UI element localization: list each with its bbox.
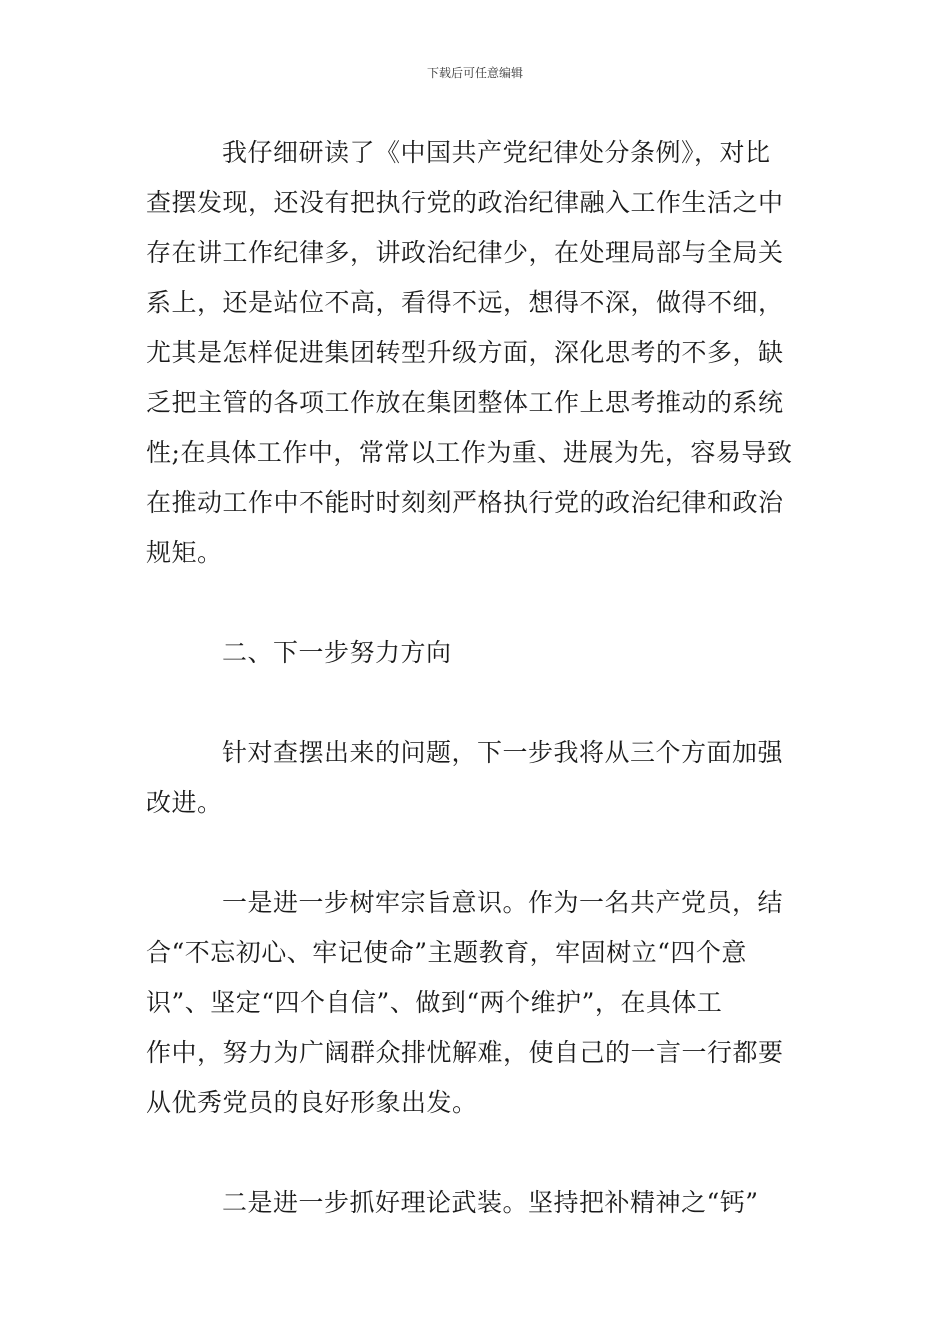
text-line: 性;在具体工作中，常常以工作为重、进展为先，容易导致 [146, 438, 793, 467]
text-line: 规矩。 [146, 538, 223, 567]
text-line: 存在讲工作纪律多，讲政治纪律少，在处理局部与全局关 [146, 238, 784, 267]
text-line: 从优秀党员的良好形象出发。 [146, 1088, 478, 1117]
text-line: 针对查摆出来的问题，下一步我将从三个方面加强 [222, 738, 784, 767]
paragraph-spacer [146, 1128, 806, 1178]
text-line: 尤其是怎样促进集团转型升级方面，深化思考的不多，缺 [146, 338, 784, 367]
page-header: 下载后可任意编辑 [426, 66, 523, 80]
text-line: 系上，还是站位不高，看得不远，想得不深，做得不细， [146, 288, 784, 317]
paragraph-self-review [146, 128, 806, 578]
text-line: 改进。 [146, 788, 223, 817]
section-heading [146, 628, 806, 678]
text-line: 在推动工作中不能时时刻刻严格执行党的政治纪律和政治 [146, 488, 784, 517]
document-body [146, 128, 806, 1228]
text-line: 合“不忘初心、牢记使命”主题教育，牢固树立“四个意 [146, 938, 747, 967]
paragraph-spacer [146, 578, 806, 628]
text-line: 查摆发现，还没有把执行党的政治纪律融入工作生活之中 [146, 188, 784, 217]
paragraph-point-one [146, 878, 806, 1128]
paragraph-spacer [146, 678, 806, 728]
paragraph-intro [146, 728, 806, 828]
paragraph-spacer [146, 828, 806, 878]
paragraph-point-two [146, 1178, 806, 1228]
text-line: 我仔细研读了《中国共产党纪律处分条例》，对比 [222, 138, 771, 167]
text-line: 一是进一步树牢宗旨意识。作为一名共产党员，结 [222, 888, 784, 917]
heading-line: 二、下一步努力方向 [222, 638, 452, 667]
text-line: 作中，努力为广阔群众排忧解难，使自己的一言一行都要 [146, 1038, 784, 1067]
text-line: 乏把主管的各项工作放在集团整体工作上思考推动的系统 [146, 388, 784, 417]
text-line: 二是进一步抓好理论武装。坚持把补精神之“钙” [222, 1188, 759, 1217]
text-line: 识”、坚定“四个自信”、做到“两个维护”，在具体工 [146, 988, 723, 1017]
